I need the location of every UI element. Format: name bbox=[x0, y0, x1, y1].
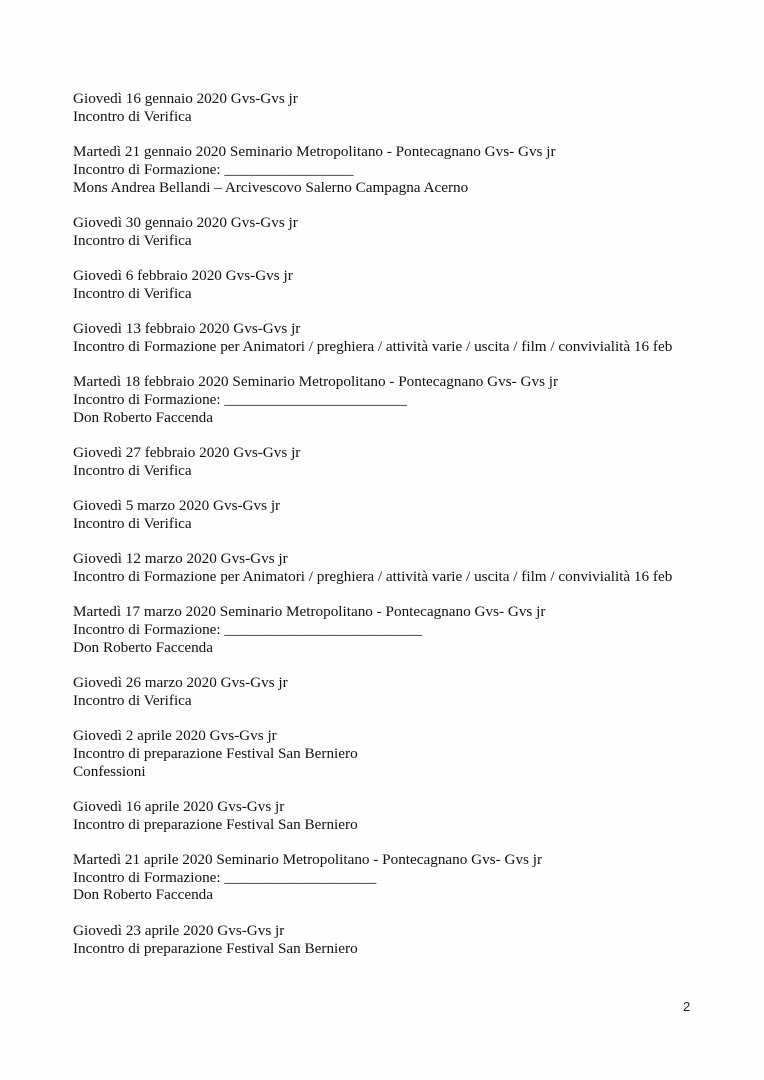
schedule-entry bbox=[73, 143, 733, 196]
entry-line: Giovedì 16 aprile 2020 Gvs-Gvs jr bbox=[73, 797, 285, 815]
entry-line: Giovedì 30 gennaio 2020 Gvs-Gvs jr bbox=[73, 213, 298, 231]
schedule-entry bbox=[73, 727, 733, 780]
schedule-entries bbox=[73, 90, 733, 975]
entry-line: Incontro di Verifica bbox=[73, 107, 192, 125]
entry-line: Incontro di Verifica bbox=[73, 514, 192, 532]
schedule-entry bbox=[73, 550, 733, 585]
schedule-entry bbox=[73, 497, 733, 532]
entry-line: Giovedì 6 febbraio 2020 Gvs-Gvs jr bbox=[73, 266, 293, 284]
schedule-entry bbox=[73, 674, 733, 709]
schedule-entry bbox=[73, 798, 733, 833]
entry-line: Giovedì 5 marzo 2020 Gvs-Gvs jr bbox=[73, 497, 281, 515]
entry-line: Incontro di Formazione per Animatori / preghiera / attività varie / uscita / film / convivialità 16 feb bbox=[73, 567, 673, 585]
entry-line: Incontro di Formazione: _________________ bbox=[73, 160, 354, 178]
entry-line: Don Roberto Faccenda bbox=[73, 638, 214, 656]
entry-line: Giovedì 2 aprile 2020 Gvs-Gvs jr bbox=[73, 727, 277, 745]
entry-line: Don Roberto Faccenda bbox=[73, 408, 214, 426]
entry-line: Mons Andrea Bellandi – Arcivescovo Salerno Campagna Acerno bbox=[73, 178, 469, 196]
schedule-entry bbox=[73, 320, 733, 355]
entry-line: Incontro di Formazione: __________________________ bbox=[73, 620, 422, 638]
entry-line: Giovedì 13 febbraio 2020 Gvs-Gvs jr bbox=[73, 320, 301, 338]
entry-line: Incontro di Formazione per Animatori / preghiera / attività varie / uscita / film / convivialità 16 feb bbox=[73, 337, 673, 355]
entry-line: Incontro di preparazione Festival San Berniero bbox=[73, 815, 358, 833]
entry-line: Incontro di preparazione Festival San Berniero bbox=[73, 744, 358, 762]
entry-line: Confessioni bbox=[73, 762, 146, 780]
entry-line: Don Roberto Faccenda bbox=[73, 886, 214, 904]
entry-line: Incontro di Verifica bbox=[73, 691, 192, 709]
schedule-entry bbox=[73, 922, 733, 957]
schedule-entry bbox=[73, 214, 733, 249]
entry-line: Incontro di Verifica bbox=[73, 461, 192, 479]
entry-line: Giovedì 12 marzo 2020 Gvs-Gvs jr bbox=[73, 550, 288, 568]
page-number: 2 bbox=[683, 999, 691, 1014]
entry-line: Incontro di Formazione: ________________________ bbox=[73, 390, 407, 408]
entry-line: Incontro di Formazione: ____________________ bbox=[73, 868, 377, 886]
schedule-entry bbox=[73, 851, 733, 904]
schedule-entry bbox=[73, 603, 733, 656]
schedule-entry bbox=[73, 444, 733, 479]
entry-line: Incontro di Verifica bbox=[73, 284, 192, 302]
entry-line: Giovedì 27 febbraio 2020 Gvs-Gvs jr bbox=[73, 443, 301, 461]
entry-line: Incontro di Verifica bbox=[73, 231, 192, 249]
entry-line: Martedì 18 febbraio 2020 Seminario Metropolitano - Pontecagnano Gvs- Gvs jr bbox=[73, 373, 559, 391]
schedule-entry bbox=[73, 267, 733, 302]
entry-line: Giovedì 23 aprile 2020 Gvs-Gvs jr bbox=[73, 921, 285, 939]
entry-line: Giovedì 16 gennaio 2020 Gvs-Gvs jr bbox=[73, 90, 298, 107]
schedule-entry bbox=[73, 90, 733, 125]
entry-line: Martedì 21 gennaio 2020 Seminario Metropolitano - Pontecagnano Gvs- Gvs jr bbox=[73, 143, 556, 161]
schedule-entry bbox=[73, 373, 733, 426]
entry-line: Incontro di preparazione Festival San Berniero bbox=[73, 939, 358, 957]
entry-line: Martedì 17 marzo 2020 Seminario Metropolitano - Pontecagnano Gvs- Gvs jr bbox=[73, 603, 546, 621]
entry-line: Giovedì 26 marzo 2020 Gvs-Gvs jr bbox=[73, 674, 288, 692]
entry-line: Martedì 21 aprile 2020 Seminario Metropolitano - Pontecagnano Gvs- Gvs jr bbox=[73, 851, 543, 869]
